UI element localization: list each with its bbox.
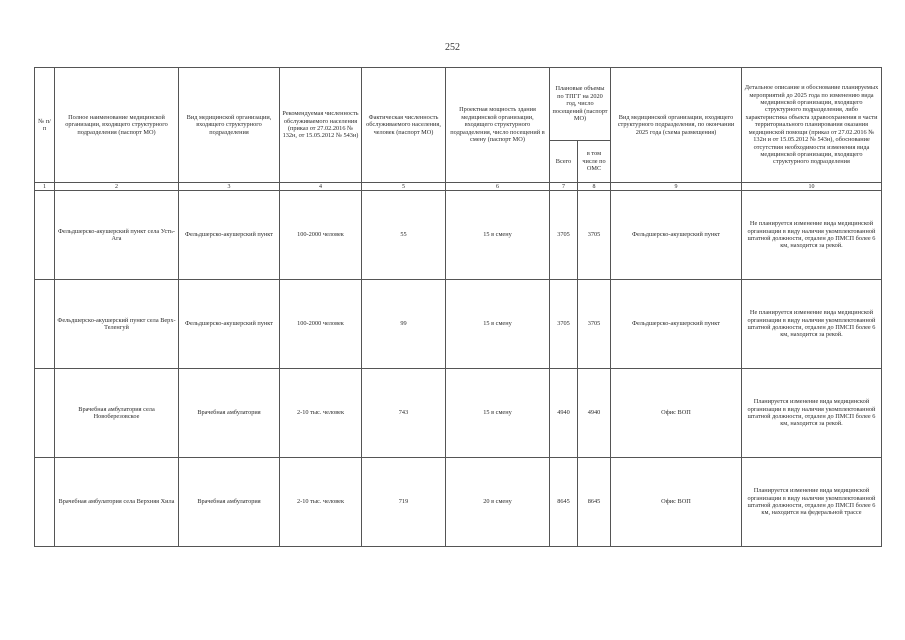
recommended-population: 2-10 тыс. человек: [280, 458, 362, 547]
header-capacity: Проектная мощность здания медицинской организации, входящего структурного подразделения, число посещений в смену (паспорт МО): [446, 68, 550, 183]
org-name: Врачебная амбулатория села Верхняя Хила: [55, 458, 179, 547]
page-number: 252: [445, 42, 460, 53]
org-name: Врачебная амбулатория села Новоберезовское: [55, 369, 179, 458]
header-recommended-population: Рекомендуемая численность обслуживаемого населения (приказ от 27.02.2016 № 132н, от 15.05.2012 № 543н): [280, 68, 362, 183]
future-type: Офис ВОП: [611, 369, 742, 458]
org-name: Фельдшерско-акушерский пункт села Верх-Теленгуй: [55, 280, 179, 369]
description: Планируется изменение вида медицинской организации в виду наличия укомплектованной штатной должности, отдален до ПМСП более 6 км, находится за рекой.: [742, 369, 882, 458]
col-number: 1: [35, 183, 55, 191]
row-num: [35, 191, 55, 280]
volume-oms: 4940: [578, 369, 611, 458]
capacity: 15 в смену: [446, 369, 550, 458]
volume-total: 4940: [550, 369, 578, 458]
header-num: № п/п: [35, 68, 55, 183]
org-type: Врачебная амбулатория: [179, 369, 280, 458]
header-org-name: Полное наименование медицинской организации, входящего структурного подразделения (паспорт МО): [55, 68, 179, 183]
row-num: [35, 280, 55, 369]
col-number: 4: [280, 183, 362, 191]
facilities-table: [34, 67, 882, 547]
table-row: [35, 191, 882, 280]
actual-population: 719: [362, 458, 446, 547]
org-type: Фельдшерско-акушерский пункт: [179, 191, 280, 280]
org-type: Фельдшерско-акушерский пункт: [179, 280, 280, 369]
future-type: Офис ВОП: [611, 458, 742, 547]
col-number: 6: [446, 183, 550, 191]
volume-total: 3705: [550, 280, 578, 369]
volume-oms: 8645: [578, 458, 611, 547]
header-description: Детальное описание и обоснование планируемых мероприятий до 2025 года по изменению вида медицинской организации, входящего структурного подразделения, либо характеристика объекта здравоохранения в части территориального планирования оказания медицинской помощи (приказ от 27.02.2016 № 132н и от 15.05.2012 № 543н), обоснование отсутствия необходимости изменения вида медицинской организации, входящего структурного подразделения: [742, 68, 882, 183]
actual-population: 55: [362, 191, 446, 280]
org-name: Фельдшерско-акушерский пункт села Усть-Ага: [55, 191, 179, 280]
capacity: 15 в смену: [446, 191, 550, 280]
row-num: [35, 369, 55, 458]
description: Планируется изменение вида медицинской организации в виду наличия укомплектованной штатной должности, отдален до ПМСП более 6 км, находится на федеральной трассе: [742, 458, 882, 547]
col-number: 8: [578, 183, 611, 191]
header-actual-population: Фактическая численность обслуживаемого населения, человек (паспорт МО): [362, 68, 446, 183]
actual-population: 99: [362, 280, 446, 369]
volume-total: 3705: [550, 191, 578, 280]
future-type: Фельдшерско-акушерский пункт: [611, 280, 742, 369]
header-org-type: Вид медицинской организации, входящего структурного подразделения: [179, 68, 280, 183]
capacity: 15 в смену: [446, 280, 550, 369]
col-number: 2: [55, 183, 179, 191]
header-oms: в том числе по ОМС: [578, 141, 611, 183]
volume-total: 8645: [550, 458, 578, 547]
header-planned-volumes: Плановые объемы по ТПГГ на 2020 год, число посещений (паспорт МО): [550, 68, 611, 141]
col-number: 7: [550, 183, 578, 191]
description: Не планируется изменение вида медицинской организации в виду наличия укомплектованной штатной должности, отдален до ПМСП более 6 км, находится за рекой.: [742, 191, 882, 280]
recommended-population: 100-2000 человек: [280, 280, 362, 369]
future-type: Фельдшерско-акушерский пункт: [611, 191, 742, 280]
table-row: [35, 369, 882, 458]
header-future-type: Вид медицинской организации, входящего структурного подразделения, по окончании 2025 года (схема размещения): [611, 68, 742, 183]
col-number: 3: [179, 183, 280, 191]
col-number: 10: [742, 183, 882, 191]
recommended-population: 2-10 тыс. человек: [280, 369, 362, 458]
header-total: Всего: [550, 141, 578, 183]
row-num: [35, 458, 55, 547]
volume-oms: 3705: [578, 191, 611, 280]
capacity: 20 в смену: [446, 458, 550, 547]
recommended-population: 100-2000 человек: [280, 191, 362, 280]
description: Не планируется изменение вида медицинской организации в виду наличия укомплектованной штатной должности, отдален до ПМСП более 6 км, находится за рекой.: [742, 280, 882, 369]
col-number: 9: [611, 183, 742, 191]
org-type: Врачебная амбулатория: [179, 458, 280, 547]
volume-oms: 3705: [578, 280, 611, 369]
actual-population: 743: [362, 369, 446, 458]
table-row: [35, 280, 882, 369]
col-number: 5: [362, 183, 446, 191]
table-row: [35, 458, 882, 547]
